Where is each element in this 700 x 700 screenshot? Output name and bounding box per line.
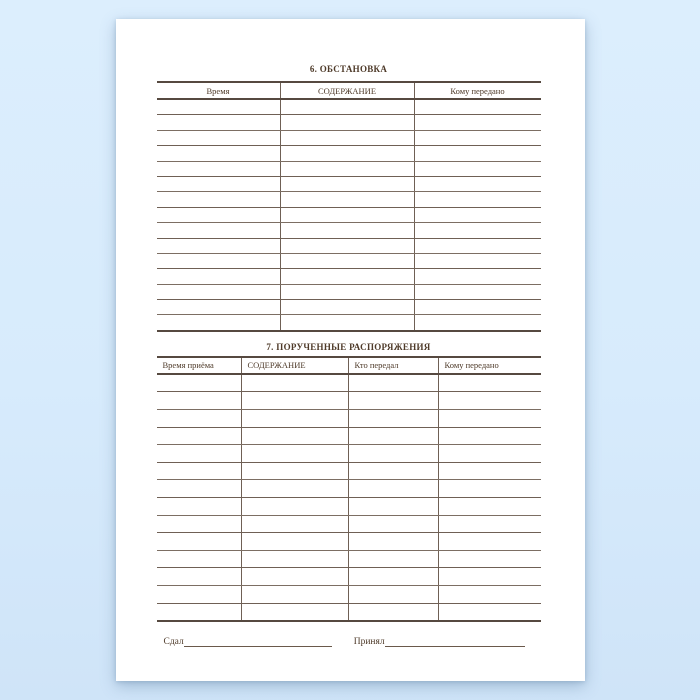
table-cell: [415, 162, 541, 176]
situation-table: [157, 81, 541, 332]
table-row: [157, 162, 541, 177]
table-cell: [242, 498, 349, 515]
table-cell: [281, 162, 415, 176]
table-cell: [439, 533, 541, 550]
table-cell: [157, 239, 281, 253]
table-cell: [242, 410, 349, 427]
handed-over-label: Сдал: [163, 637, 184, 648]
table-cell: [349, 392, 439, 409]
table-cell: [349, 375, 439, 392]
table-cell: [242, 375, 349, 392]
table-cell: [349, 428, 439, 445]
table-cell: [349, 516, 439, 533]
table-cell: [157, 315, 281, 329]
table-cell: [157, 428, 242, 445]
table-cell: [415, 254, 541, 268]
table-cell: [157, 604, 242, 621]
table-cell: [157, 146, 281, 160]
table-cell: [415, 315, 541, 329]
table-cell: [439, 375, 541, 392]
table-cell: [157, 568, 242, 585]
table-cell: [415, 115, 541, 129]
table-cell: [439, 586, 541, 603]
table-cell: [157, 498, 242, 515]
table-row: [157, 480, 541, 498]
table-cell: [157, 115, 281, 129]
table-cell: [281, 100, 415, 114]
orders-table-body: [157, 375, 541, 622]
table-cell: [157, 100, 281, 114]
table-cell: [242, 480, 349, 497]
table-cell: [349, 480, 439, 497]
table-cell: [242, 463, 349, 480]
table-cell: [415, 100, 541, 114]
table-cell: [242, 568, 349, 585]
table-cell: [349, 604, 439, 621]
table-row: [157, 516, 541, 534]
table-cell: [415, 269, 541, 283]
orders-column-header-transmitted-to: Кому передано: [444, 359, 499, 370]
table-cell: [281, 315, 415, 329]
table-cell: [281, 254, 415, 268]
table-cell: [439, 568, 541, 585]
situation-column-header-content: СОДЕРЖАНИЕ: [281, 83, 415, 98]
situation-table-header-row: [157, 83, 541, 100]
table-cell: [157, 410, 242, 427]
table-cell: [157, 516, 242, 533]
table-row: [157, 551, 541, 569]
table-cell: [281, 115, 415, 129]
signature-gap: [332, 637, 354, 648]
table-cell: [439, 392, 541, 409]
table-cell: [157, 177, 281, 191]
table-row: [157, 410, 541, 428]
table-row: [157, 586, 541, 604]
table-cell: [281, 285, 415, 299]
table-cell: [349, 568, 439, 585]
table-cell: [157, 285, 281, 299]
table-cell: [157, 551, 242, 568]
table-cell: [281, 177, 415, 191]
table-cell: [415, 239, 541, 253]
table-cell: [415, 223, 541, 237]
situation-table-body: [157, 100, 541, 332]
table-cell: [157, 300, 281, 314]
table-cell: [157, 254, 281, 268]
table-row: [157, 100, 541, 115]
table-cell: [415, 285, 541, 299]
handed-over-signature-line: [184, 637, 332, 647]
situation-column-header-time: Время: [157, 83, 281, 98]
table-row: [157, 533, 541, 551]
table-cell: [349, 410, 439, 427]
table-row: [157, 375, 541, 393]
table-cell: [349, 551, 439, 568]
table-cell: [281, 146, 415, 160]
table-cell: [439, 410, 541, 427]
table-cell: [242, 428, 349, 445]
table-cell: [349, 498, 439, 515]
table-row: [157, 428, 541, 446]
received-label: Принял: [353, 637, 385, 648]
table-cell: [157, 533, 242, 550]
table-row: [157, 208, 541, 223]
table-cell: [439, 428, 541, 445]
table-cell: [349, 586, 439, 603]
table-row: [157, 300, 541, 315]
table-cell: [281, 300, 415, 314]
situation-section-title: 6. ОБСТАНОВКА: [309, 64, 388, 74]
orders-table-header-row: [157, 358, 541, 375]
table-row: [157, 131, 541, 146]
table-row: [157, 192, 541, 207]
table-cell: [439, 445, 541, 462]
table-cell: [415, 146, 541, 160]
table-cell: [157, 445, 242, 462]
table-cell: [157, 463, 242, 480]
table-row: [157, 223, 541, 238]
table-cell: [281, 239, 415, 253]
table-row: [157, 177, 541, 192]
table-cell: [242, 604, 349, 621]
table-row: [157, 146, 541, 161]
received-signature-line: [385, 637, 525, 647]
table-cell: [349, 445, 439, 462]
table-row: [157, 285, 541, 300]
table-cell: [439, 480, 541, 497]
table-cell: [415, 192, 541, 206]
table-row: [157, 269, 541, 284]
table-cell: [281, 131, 415, 145]
table-cell: [415, 300, 541, 314]
table-cell: [157, 208, 281, 222]
table-cell: [439, 516, 541, 533]
table-row: [157, 604, 541, 623]
table-cell: [415, 131, 541, 145]
orders-table: [157, 356, 541, 622]
table-row: [157, 392, 541, 410]
table-cell: [349, 463, 439, 480]
table-cell: [157, 375, 242, 392]
situation-column-header-transmitted-to: Кому передано: [450, 86, 505, 96]
table-cell: [242, 533, 349, 550]
table-row: [157, 568, 541, 586]
table-cell: [242, 516, 349, 533]
table-row: [157, 254, 541, 269]
table-cell: [349, 533, 439, 550]
orders-column-header-transmitted-by: Кто передал: [349, 358, 439, 373]
table-row: [157, 463, 541, 481]
table-row: [157, 498, 541, 516]
table-cell: [157, 269, 281, 283]
table-cell: [281, 208, 415, 222]
table-cell: [281, 223, 415, 237]
table-cell: [439, 463, 541, 480]
signature-row: [164, 637, 541, 648]
table-cell: [281, 192, 415, 206]
orders-column-header-content: СОДЕРЖАНИЕ: [242, 358, 349, 373]
table-cell: [415, 177, 541, 191]
table-cell: [242, 551, 349, 568]
table-cell: [157, 162, 281, 176]
table-cell: [157, 192, 281, 206]
orders-section-title: 7. ПОРУЧЕННЫЕ РАСПОРЯЖЕНИЯ: [266, 341, 431, 352]
table-row: [157, 445, 541, 463]
form-page: [116, 19, 585, 681]
table-cell: [439, 604, 541, 621]
table-cell: [157, 392, 242, 409]
table-row: [157, 239, 541, 254]
table-cell: [157, 223, 281, 237]
orders-column-header-time-received: Время приёма: [157, 358, 242, 373]
table-cell: [242, 586, 349, 603]
table-cell: [242, 445, 349, 462]
table-cell: [439, 551, 541, 568]
table-row: [157, 315, 541, 331]
table-row: [157, 115, 541, 130]
table-cell: [242, 392, 349, 409]
table-cell: [281, 269, 415, 283]
table-cell: [439, 498, 541, 515]
table-cell: [415, 208, 541, 222]
table-cell: [157, 586, 242, 603]
table-cell: [157, 131, 281, 145]
table-cell: [157, 480, 242, 497]
